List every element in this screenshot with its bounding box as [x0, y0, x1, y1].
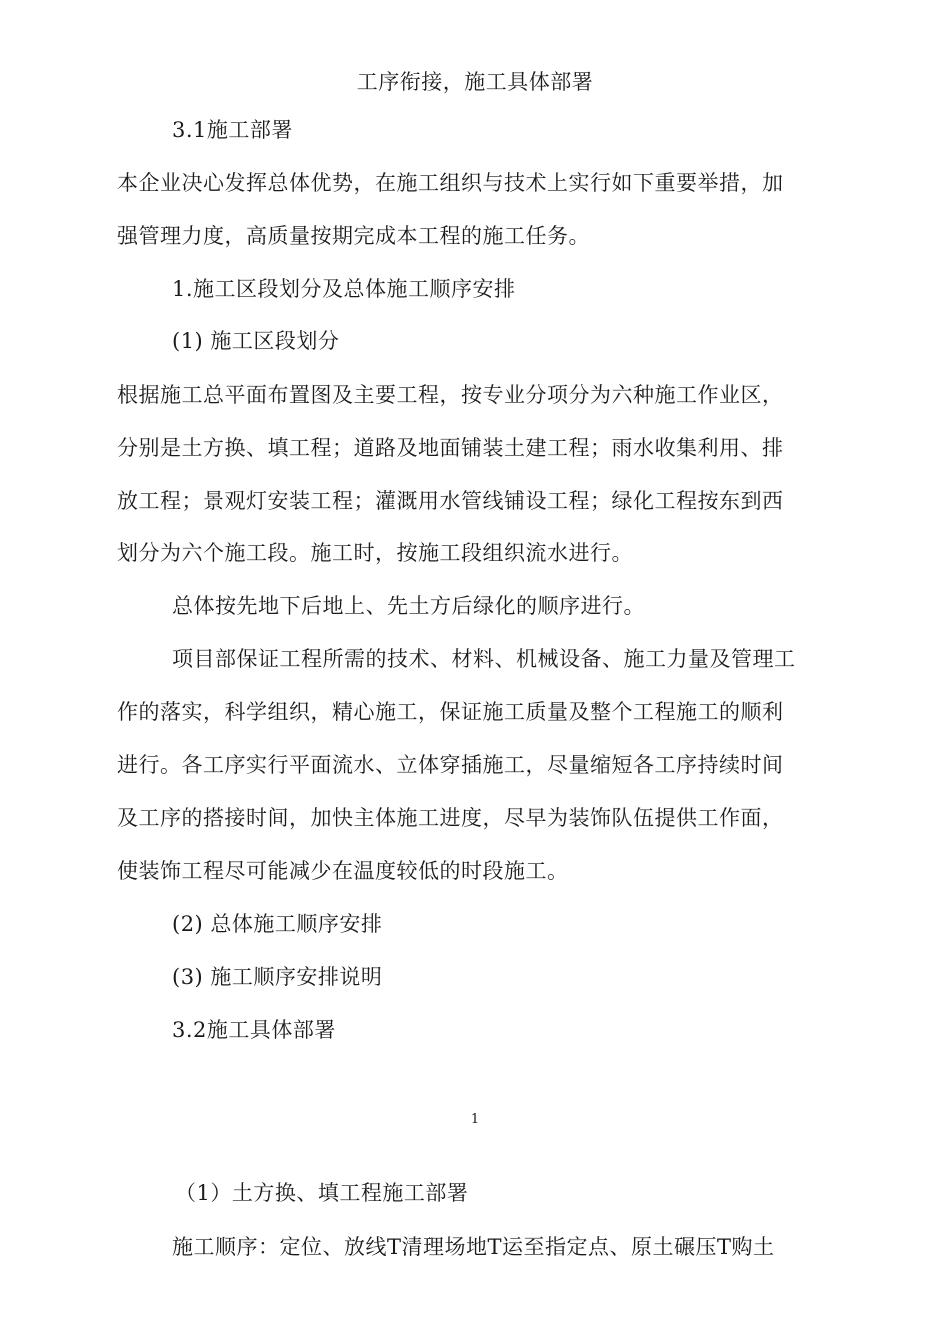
section-heading-3-2: 3.2施工具体部署 [172, 1018, 336, 1042]
paragraph-line: 使装饰工程尽可能减少在温度较低的时段施工。 [117, 859, 569, 883]
paragraph-line: 本企业决心发挥总体优势，在施工组织与技术上实行如下重要举措，加 [117, 171, 784, 195]
paragraph-line: 进行。各工序实行平面流水、立体穿插施工，尽量缩短各工序持续时间 [117, 753, 784, 777]
paragraph-line: 项目部保证工程所需的技术、材料、机械设备、施工力量及管理工 [172, 647, 796, 671]
section-heading-3-1: 3.1施工部署 [172, 118, 293, 142]
page-number: 1 [470, 1112, 480, 1127]
paragraph-line: 划分为六个施工段。施工时，按施工段组织流水进行。 [117, 541, 633, 565]
next-page-subheading: （1）土方换、填工程施工部署 [175, 1181, 469, 1205]
paragraph-line: 根据施工总平面布置图及主要工程，按专业分项分为六种施工作业区， [117, 383, 784, 407]
subheading-item-3: (3) 施工顺序安排说明 [172, 965, 383, 989]
paragraph-line: 强管理力度，高质量按期完成本工程的施工任务。 [117, 224, 590, 248]
paragraph-line: 及工序的搭接时间，加快主体施工进度，尽早为装饰队伍提供工作面， [117, 806, 784, 830]
document-title: 工序衔接，施工具体部署 [356, 70, 594, 94]
subheading-item-2: (2) 总体施工顺序安排 [172, 912, 383, 936]
next-page-paragraph-line: 施工顺序：定位、放线T清理场地T运至指定点、原土碾压T购土 [172, 1235, 775, 1259]
paragraph-line: 总体按先地下后地上、先土方后绿化的顺序进行。 [172, 594, 645, 618]
paragraph-line: 作的落实，科学组织，精心施工，保证施工质量及整个工程施工的顺利 [117, 700, 784, 724]
subheading-item-1: (1) 施工区段划分 [172, 329, 340, 353]
paragraph-line: 放工程；景观灯安装工程；灌溉用水管线铺设工程；绿化工程按东到西 [117, 489, 784, 513]
subheading-1: 1.施工区段划分及总体施工顺序安排 [172, 277, 516, 301]
paragraph-line: 分别是土方换、填工程；道路及地面铺装土建工程；雨水收集利用、排 [117, 436, 784, 460]
